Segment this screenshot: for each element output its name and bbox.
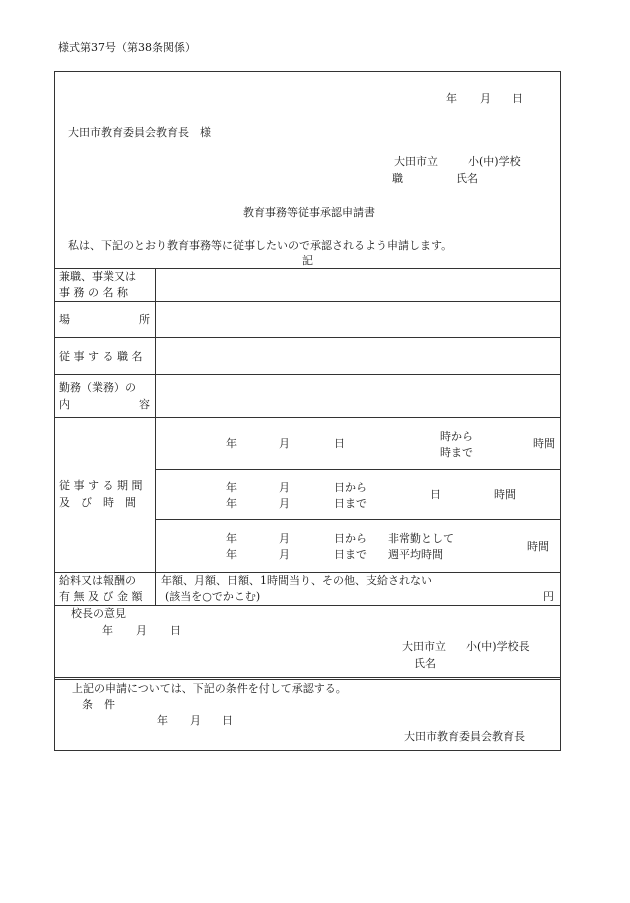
document-title: 教育事務等従事承認申請書 bbox=[243, 206, 375, 219]
approval-condition: 条 件 bbox=[82, 698, 115, 711]
p3-shuuheikin: 週平均時間 bbox=[388, 548, 443, 561]
rule-principal-bottom-double bbox=[54, 679, 561, 680]
application-statement: 私は、下記のとおり教育事務等に従事したいので承認されるよう申請します。 bbox=[68, 239, 453, 252]
rule-label-divider bbox=[155, 268, 156, 605]
p3-hijoukin: 非常勤として bbox=[388, 532, 454, 545]
principal-hi: 日 bbox=[170, 624, 181, 637]
label-kenshoku-1: 兼職、事業又は bbox=[59, 270, 136, 283]
addressee: 大田市教育委員会教育長 様 bbox=[68, 126, 211, 139]
principal-tsuki: 月 bbox=[136, 624, 147, 637]
p3-hikara: 日から bbox=[334, 532, 367, 545]
p3-tsuki1: 月 bbox=[279, 532, 290, 545]
header-day: 日 bbox=[512, 92, 523, 105]
label-kikan-1: 従 事 す る 期 間 bbox=[59, 479, 143, 492]
rule-header-bottom bbox=[54, 268, 561, 269]
header-year: 年 bbox=[446, 92, 457, 105]
approval-statement: 上記の申請については、下記の条件を付して承認する。 bbox=[72, 682, 347, 695]
p1-jikan: 時間 bbox=[533, 437, 555, 450]
rule-period-sub1 bbox=[155, 469, 561, 470]
principal-school-suffix: 小(中)学校長 bbox=[466, 640, 530, 653]
label-kyuuryou-2: 有 無 及 び 金 額 bbox=[59, 590, 143, 603]
p3-tsuki2: 月 bbox=[279, 548, 290, 561]
rule-row6 bbox=[54, 605, 561, 606]
p3-nen1: 年 bbox=[226, 532, 237, 545]
approval-tsuki: 月 bbox=[190, 714, 201, 727]
ki-mark: 記 bbox=[302, 254, 313, 267]
p3-jikan: 時間 bbox=[527, 540, 549, 553]
p2-himade: 日まで bbox=[334, 497, 367, 510]
label-kenshoku-2: 事 務 の 名 称 bbox=[59, 286, 128, 299]
applicant-school-suffix: 小(中)学校 bbox=[468, 155, 521, 168]
p2-nen2: 年 bbox=[226, 497, 237, 510]
p1-jimade: 時まで bbox=[440, 446, 473, 459]
principal-name: 氏名 bbox=[414, 657, 436, 670]
rule-row5 bbox=[54, 572, 561, 573]
principal-opinion-label: 校長の意見 bbox=[71, 607, 126, 620]
rule-row1 bbox=[54, 301, 561, 302]
label-basho-1: 場 bbox=[59, 313, 70, 326]
rule-row4 bbox=[54, 417, 561, 418]
p1-nen: 年 bbox=[226, 437, 237, 450]
p1-tsuki: 月 bbox=[279, 437, 290, 450]
p2-jikan: 時間 bbox=[494, 488, 516, 501]
label-naiyou-2: 内 bbox=[59, 398, 70, 411]
p1-hi: 日 bbox=[334, 437, 345, 450]
p2-tsuki2: 月 bbox=[279, 497, 290, 510]
form-number: 様式第37号（第38条関係） bbox=[58, 41, 196, 54]
label-shokumei: 従 事 す る 職 名 bbox=[59, 350, 143, 363]
p2-tsuki1: 月 bbox=[279, 481, 290, 494]
kyuuryou-note: (該当を○でかこむ) bbox=[165, 590, 261, 603]
yen-unit: 円 bbox=[543, 590, 554, 603]
p3-nen2: 年 bbox=[226, 548, 237, 561]
label-naiyou-3: 容 bbox=[139, 398, 150, 411]
approval-signer: 大田市教育委員会教育長 bbox=[404, 730, 525, 743]
rule-principal-bottom bbox=[54, 677, 561, 678]
rule-row2 bbox=[54, 337, 561, 338]
label-kyuuryou-1: 給料又は報酬の bbox=[59, 574, 136, 587]
header-month: 月 bbox=[480, 92, 491, 105]
label-kikan-2: 及 び 時 間 bbox=[59, 496, 136, 509]
p2-hi: 日 bbox=[430, 488, 441, 501]
principal-nen: 年 bbox=[102, 624, 113, 637]
principal-school-prefix: 大田市立 bbox=[402, 640, 446, 653]
label-naiyou-1: 勤務（業務）の bbox=[59, 381, 136, 394]
label-basho-2: 所 bbox=[139, 313, 150, 326]
p3-himade: 日まで bbox=[334, 548, 367, 561]
rule-period-sub2 bbox=[155, 519, 561, 520]
p2-hikara: 日から bbox=[334, 481, 367, 494]
approval-hi: 日 bbox=[222, 714, 233, 727]
kyuuryou-options: 年額、月額、日額、1時間当り、その他、支給されない bbox=[161, 574, 432, 587]
applicant-name: 氏名 bbox=[456, 172, 478, 185]
approval-nen: 年 bbox=[157, 714, 168, 727]
applicant-position: 職 bbox=[392, 172, 403, 185]
p1-jikara: 時から bbox=[440, 430, 473, 443]
p2-nen1: 年 bbox=[226, 481, 237, 494]
applicant-school-prefix: 大田市立 bbox=[394, 155, 438, 168]
rule-row3 bbox=[54, 374, 561, 375]
